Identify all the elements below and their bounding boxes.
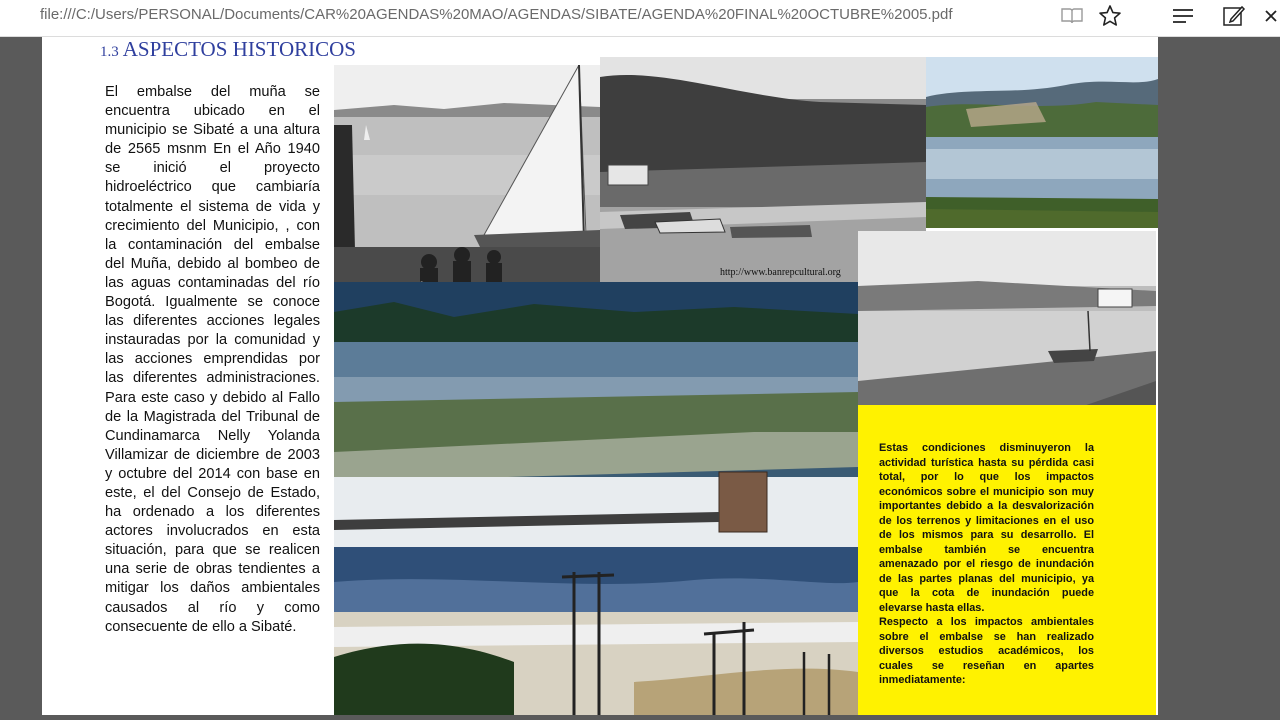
historic-shore-photo — [858, 231, 1156, 432]
highlight-paragraph-1: Estas condiciones disminuyeron la actividad turística hasta su pérdida casi total, por lo que los impactos económicos sobre el municipio son muy importantes debido a la desvalorización de los terrenos y limitaciones en el uso de los mismos para su desarrollo. El embalse también se encuentra amenazado por el riesgo de inundación de las partes planas del municipio, ya que la cota de inundación puede elevarse hasta ellas. — [879, 442, 1094, 614]
highlight-text — [879, 441, 1094, 688]
section-title: ASPECTOS HISTORICOS — [122, 37, 356, 61]
reservoir-color-photo — [926, 57, 1158, 228]
dam-panorama-photo — [334, 282, 858, 715]
more-icon[interactable] — [1262, 2, 1280, 30]
highlight-box — [858, 405, 1156, 715]
pdf-page — [42, 37, 1158, 715]
address-bar[interactable]: file:///C:/Users/PERSONAL/Documents/CAR%20AGENDAS%20MAO/AGENDAS/SIBATE/AGENDA%20FINAL%20OCTUBRE%2005.pdf — [40, 6, 953, 23]
section-number: 1.3 — [100, 44, 119, 60]
photo-source-caption: http://www.banrepcultural.org — [720, 267, 841, 278]
body-paragraph: El embalse del muña se encuentra ubicado en el municipio se Sibaté a una altura de 2565 msnm En el Año 1940 se inició el proyecto hidroeléctrico que cambiaría totalmente el sistema de vida y crecimiento del Municipio, , con la contaminación del embalse del Muña, debido al bombeo de las aguas contaminadas del río Bogotá. Igualmente se conoce las diferentes acciones legales instauradas por la comunidad y las acciones emprendidas por las diferentes administraciones. Para este caso y debido al Fallo de la Magistrada del Tribunal de Cundinamarca Nelly Yolanda Villamizar de diciembre de 2003 y octubre del 2014 con base en este, el del Consejo de Estado, ha ordenado a los diferentes actores involucrados en esta situación, para que se realicen una serie de obras tendientes a mitigar los daños ambientales causados al río y como consecuente de ello a Sibaté. — [105, 84, 320, 635]
favorite-star-icon[interactable] — [1096, 2, 1124, 30]
highlight-paragraph-2: Respecto a los impactos ambientales sobre el embalse se han realizado diversos estudios académicos, los cuales se reseñan en apartes inmediatamente: — [879, 616, 1094, 686]
web-note-icon[interactable] — [1220, 2, 1248, 30]
section-heading — [100, 37, 356, 62]
historic-sailboat-photo — [334, 65, 600, 292]
hub-icon[interactable] — [1169, 2, 1197, 30]
browser-toolbar — [0, 0, 1280, 37]
reading-view-icon[interactable] — [1058, 2, 1086, 30]
